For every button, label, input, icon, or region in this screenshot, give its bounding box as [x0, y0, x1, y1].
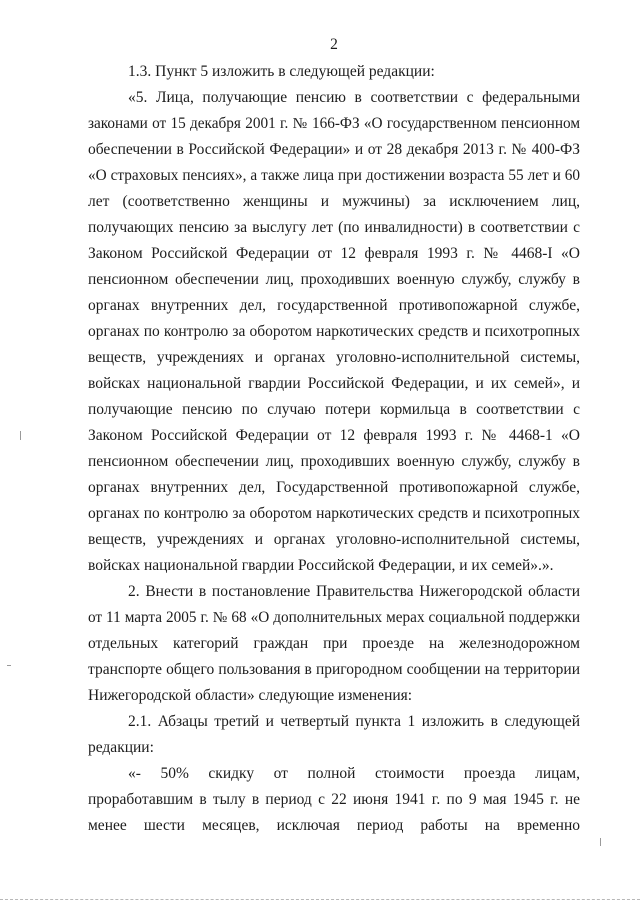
text-line: лет (соответственно женщины и мужчины) за исключением лиц,: [88, 193, 580, 210]
text-line: Нижегородской области» следующие изменения:: [88, 687, 413, 704]
text-line: «- 50% скидку от полной стоимости проезда лицам,: [128, 765, 580, 782]
text-line: веществ, учреждениях и органах уголовно-исполнительной системы,: [88, 349, 580, 366]
text-line: «О страховых пенсиях», а также лица при достижении возраста 55 лет и 60: [88, 167, 580, 184]
page-number: 2: [330, 36, 338, 53]
paragraph-1-3: [88, 59, 580, 85]
text-line: отдельных категорий граждан при проезде на железнодорожном: [88, 635, 580, 652]
text-line: обеспечении в Российской Федерации» и от 28 декабря 2013 г. № 400-ФЗ: [88, 141, 580, 158]
paragraph-2-1: [88, 709, 580, 761]
text-line: получающих пенсию за выслугу лет (по инвалидности) в соответствии с: [88, 219, 580, 236]
scan-mark: [600, 838, 601, 846]
text-line: получающие пенсию по случаю потери кормильца в соответствии с: [88, 401, 580, 418]
text-line: войсках национальной гвардии Российской Федерации, и их семей», и: [88, 375, 580, 392]
text-line: органах внутренних дел, государственной противопожарной службе,: [88, 297, 580, 314]
text-line: органах внутренних дел, Государственной противопожарной службе,: [88, 479, 580, 496]
text-line: 2.1. Абзацы третий и четвертый пункта 1 изложить в следующей: [128, 713, 580, 730]
scan-edge: [0, 899, 640, 900]
text-line: пенсионном обеспечении лиц, проходивших военную службу, службу в: [88, 271, 580, 288]
text-line: от 11 марта 2005 г. № 68 «О дополнительных мерах социальной поддержки: [88, 609, 580, 626]
text-line: войсках национальной гвардии Российской Федерации, и их семей».».: [88, 557, 554, 574]
paragraph-item-5: [88, 85, 580, 579]
text-line: веществ, учреждениях и органах уголовно-исполнительной системы,: [88, 531, 580, 548]
text-line: менее шести месяцев, исключая период работы на временно: [88, 817, 580, 834]
text-line: 2. Внести в постановление Правительства Нижегородской области: [128, 583, 580, 600]
paragraph-quoted-discount: [88, 761, 580, 839]
text-line: «5. Лица, получающие пенсию в соответствии с федеральными: [128, 89, 580, 106]
text-line: Законом Российской Федерации от 12 февраля 1993 г. № 4468-I «О: [88, 245, 580, 262]
text-line: 1.3. Пункт 5 изложить в следующей редакции:: [128, 63, 435, 80]
text-line: Законом Российской Федерации от 12 февраля 1993 г. № 4468-1 «О: [88, 427, 580, 444]
text-line: законами от 15 декабря 2001 г. № 166-ФЗ «О государственном пенсионном: [88, 115, 580, 132]
text-line: органах по контролю за оборотом наркотических средств и психотропных: [88, 505, 580, 522]
text-line: органах по контролю за оборотом наркотических средств и психотропных: [88, 323, 580, 340]
text-line: редакции:: [88, 739, 154, 756]
scan-mark: [7, 665, 11, 666]
document-body: [88, 59, 580, 839]
paragraph-2: [88, 579, 580, 709]
text-line: пенсионном обеспечении лиц, проходивших военную службу, службу в: [88, 453, 580, 470]
scan-mark: [20, 431, 21, 440]
text-line: транспорте общего пользования в пригородном сообщении на территории: [88, 661, 580, 678]
text-line: проработавшим в тылу в период с 22 июня 1941 г. по 9 мая 1945 г. не: [88, 791, 580, 808]
